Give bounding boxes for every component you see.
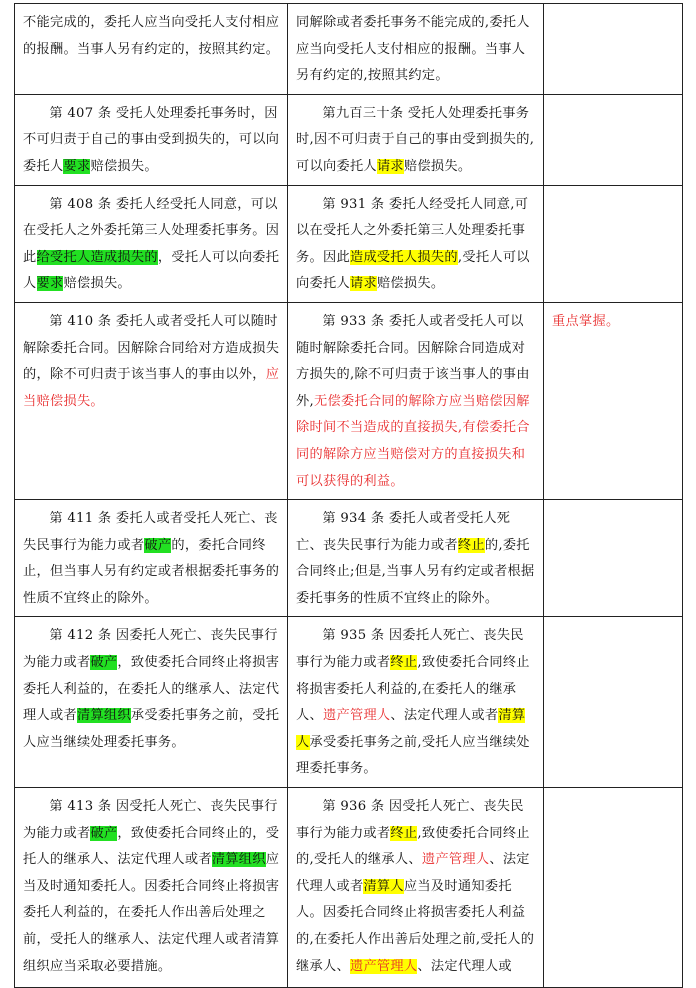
clause-text: 第 931 条 委托人经受托人同意,可以在受托人之外委托第三人处理委托事务。因此 [296,196,529,265]
table-row [15,500,683,617]
note-cell [544,788,683,988]
highlighted-term-green: 破产 [90,655,118,671]
clause-text: 第 936 条 因受托人死亡、丧失民事行为能力或者 [296,799,524,841]
note-cell [544,4,683,95]
clause-text: 、法定代理人或者 [390,708,499,724]
clause-text: 承受委托事务之前，受托人应当继续处理委托事务。 [23,708,280,750]
clause-text: 赔偿损失。 [63,276,131,292]
emphasized-text-red: 遗产管理人 [322,708,391,724]
old-law-cell [15,617,288,788]
clause-text: 第 935 条 因委托人死亡、丧失民事行为能力或者 [296,628,524,671]
clause-text: 第 934 条 委托人或者受托人死亡、丧失民事行为能力或者 [296,511,511,553]
clause-text: 赔偿损失。 [376,276,445,292]
highlighted-term-yellow: 清算人 [363,878,404,894]
highlighted-term-yellow: 请求 [349,276,377,292]
clause-text: ，受托人可以向委托人 [23,249,280,292]
note-cell [544,94,683,185]
note-text: 重点掌握。 [552,313,620,329]
clause-text: 、法定代理人或 [417,958,512,974]
emphasized-text-red: 遗产管理人 [421,852,490,868]
old-law-cell [15,185,288,302]
table-row [15,94,683,185]
clause-text: 应当及时通知委托人。因委托合同终止将损害委托人利益的,在委托人作出善后处理之前,受托人的继承人、 [296,878,535,974]
clause-text: ,致使委托合同终止将损害委托人利益的,在委托人的继承人、 [296,655,530,724]
new-law-cell [288,4,544,95]
highlighted-term-green: 破产 [144,537,172,553]
clause-text: 第 408 条 委托人经受托人同意，可以在受托人之外委托第三人处理委托事务。因此 [23,196,280,265]
highlighted-term-green: 清算组织 [211,852,266,868]
highlighted-term-green: 给受托人造成损失的 [36,249,158,265]
emphasized-text-red: 应当赔偿损失。 [23,367,280,409]
clause-text: ,受托人可以向委托人 [296,249,530,292]
new-law-cell [288,617,544,788]
emphasized-text-red: 无偿委托合同的解除方应当赔偿因解除时间不当造成的直接损失,有偿委托合同的解除方应当赔偿对方的直接损失和可以获得的利益。 [296,393,530,489]
old-law-cell [15,94,288,185]
clause-text: 第 410 条 委托人或者受托人可以随时解除委托合同。因解除合同给对方造成损失的，除不可归责于该当事人的事由以外， [23,313,280,383]
clause-text: 承受委托事务之前,受托人应当继续处理委托事务。 [296,734,530,777]
old-law-cell [15,500,288,617]
clause-text: ,致使委托合同终止的,受托人的继承人、 [296,825,530,868]
highlighted-term-yellow: 造成受托人损失的 [349,249,458,265]
highlighted-term-yellow: 终止 [457,537,485,553]
clause-text: 的,委托合同终止;但是,当事人另有约定或者根据委托事务的性质不宜终止的除外。 [296,537,535,606]
clause-text: 同解除或者委托事务不能完成的,委托人应当向受托人支付相应的报酬。当事人另有约定的,按照其约定。 [296,15,530,84]
new-law-cell [288,788,544,988]
clause-text: 、法定代理人或者 [296,852,530,894]
table-row [15,788,683,988]
highlighted-term-yellow: 终止 [390,825,418,841]
clause-text: 的，委托合同终止，但当事人另有约定或者根据委托事务的性质不宜终止的除外。 [23,537,280,606]
new-law-cell [288,94,544,185]
comparison-table-body [15,4,683,988]
clause-text: 第 407 条 受托人处理委托事务时，因不可归责于自己的事由受到损失的，可以向委托人 [23,105,280,174]
note-cell [544,617,683,788]
table-row [15,302,683,499]
old-law-cell [15,4,288,95]
clause-text: ，致使委托合同终止将损害委托人利益的，在委托人的继承人、法定代理人或者 [23,655,280,724]
highlighted-term-yellow: 终止 [390,655,418,671]
highlighted-term-green: 要求 [36,276,64,292]
new-law-cell [288,302,544,499]
clause-text: 第 411 条 委托人或者受托人死亡、丧失民事行为能力或者 [23,511,278,553]
clause-text: 应当及时通知委托人。因委托合同终止将损害委托人利益的，在委托人作出善后处理之前，受托人的继承人、法定代理人或者清算组织应当采取必要措施。 [23,852,280,974]
highlighted-term-yellow: 请求 [376,158,404,174]
highlighted-term-yellow: 遗产管理人 [349,958,418,974]
highlighted-term-green: 破产 [90,825,118,841]
clause-text: 赔偿损失。 [403,158,472,174]
clause-text: ，致使委托合同终止的，受托人的继承人、法定代理人或者 [23,825,280,868]
clause-text: 第 933 条 委托人或者受托人可以随时解除委托合同。因解除合同造成对方损失的,除不可归责于该当事人的事由外, [296,313,530,409]
note-cell [544,500,683,617]
note-cell [544,185,683,302]
table-row [15,4,683,95]
clause-text: 第 413 条 因受托人死亡、丧失民事行为能力或者 [23,799,278,841]
highlighted-term-green: 清算组织 [76,708,131,724]
highlighted-term-yellow: 清算人 [296,708,526,750]
note-cell [544,302,683,499]
table-row [15,617,683,788]
clause-text: 第 412 条 因委托人死亡、丧失民事行为能力或者 [23,628,278,671]
table-row [15,185,683,302]
highlighted-term-green: 要求 [63,158,91,174]
comparison-table [14,3,683,988]
clause-text: 赔偿损失。 [90,158,158,174]
new-law-cell [288,185,544,302]
clause-text: 第九百三十条 受托人处理委托事务时,因不可归责于自己的事由受到损失的,可以向委托人 [296,105,535,174]
new-law-cell [288,500,544,617]
old-law-cell [15,788,288,988]
old-law-cell [15,302,288,499]
clause-text: 不能完成的，委托人应当向受托人支付相应的报酬。当事人另有约定的，按照其约定。 [23,15,280,57]
